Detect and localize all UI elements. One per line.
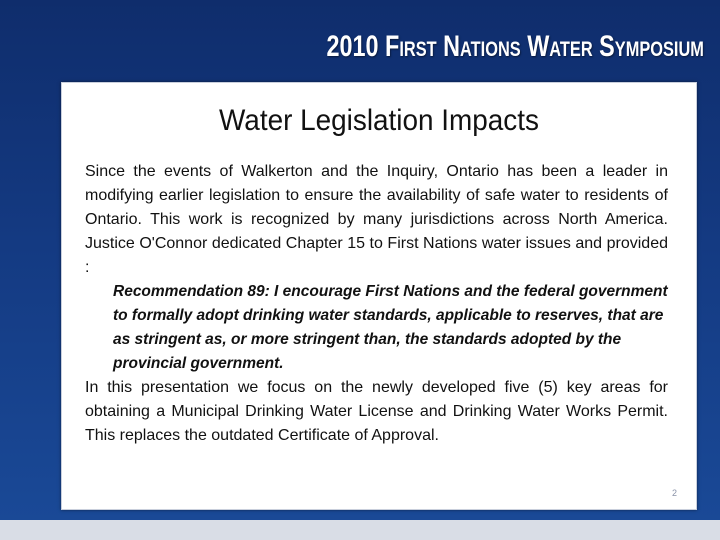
symposium-title: 2010 First Nations Water Symposium [326,30,704,63]
slide-content-panel [61,82,697,510]
recommendation-quote: Recommendation 89: I encourage First Nations and the federal government to formally adopt drinking water standards, applicable to reserves, that are as stringent as, or more stringent than, the standards adopted by the provincial government. [113,283,668,372]
intro-paragraph: Since the events of Walkerton and the Inquiry, Ontario has been a leader in modifying earlier legislation to ensure the availability of safe water to residents of Ontario. This work is recognized by many jurisdictions across North America. Justice O'Connor dedicated Chapter 15 to First Nations water issues and provided : [85,163,668,276]
slide-number: 2 [671,488,677,498]
header-banner [0,0,720,78]
focus-paragraph: In this presentation we focus on the newly developed five (5) key areas for obtaining a Municipal Drinking Water License and Drinking Water Works Permit. This replaces the outdated Certificate of Approval. [85,379,668,444]
footer-strip [0,520,720,540]
slide-title: Water Legislation Impacts [219,104,539,137]
